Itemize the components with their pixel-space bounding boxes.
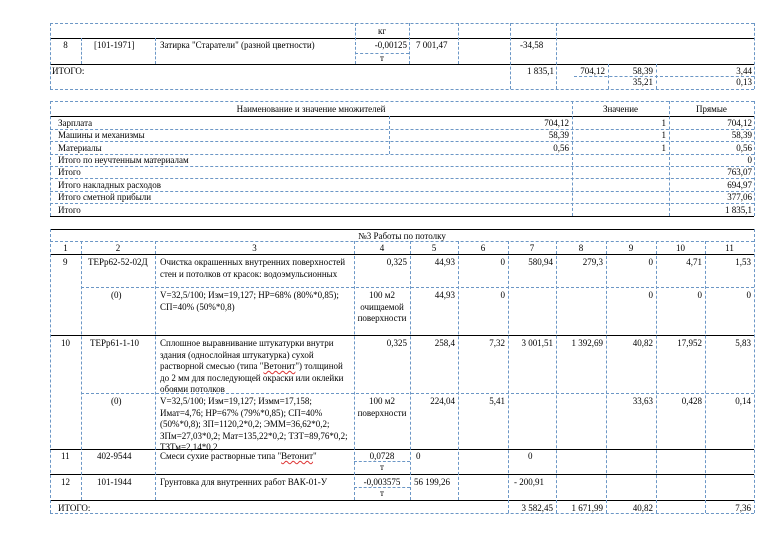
top-itogo-c11b: 0,13 [736, 77, 752, 87]
row12-number: 12 [61, 477, 70, 487]
mult-row-direct: 763,07 [727, 167, 752, 177]
row9-price: 44,93 [434, 257, 455, 267]
row9-c8: 279,3 [582, 257, 603, 267]
mult-row-value: 1 [661, 130, 666, 140]
row10-name-pre: Сплошное выравнивание штукатурки внутри здания (однослойная штукатурка) сухой растворной смесью (типа " [160, 338, 334, 371]
row12-qty: -0,003575 [363, 477, 401, 487]
row10-sub-text: V=32,5/100; Изм=19,127; Измм=17,158; Имат=4,76; НР=67% (79%*0,85); СП=40% (50%*0,8); ЗП=1120,2*0,2; ЭММ=36,62*0,2; ЗПм=27,03*0,2; Мат=135,22*0,2; ТЗТ=89,76*0,2; ТЗТм=2,14*0,2 [160, 396, 348, 452]
works-title: №3 Работы по потолку [358, 231, 446, 241]
row10-name [160, 338, 352, 396]
row9-c10: 4,71 [686, 257, 702, 267]
row9-name: Очистка окрашенных внутренних поверхностей стен и потолков от красок: водоэмульсионных [160, 257, 346, 279]
row11-unit: т [380, 462, 384, 472]
col-number: 2 [115, 243, 121, 253]
mult-row-value: 1 [661, 143, 666, 153]
row10-sub-code: (0) [111, 396, 122, 406]
row12-name: Грунтовка для внутренних работ ВАК-01-У [160, 477, 328, 487]
row11-name [160, 451, 317, 462]
row12-code: 101-1944 [97, 477, 132, 487]
mult-row-label: Зарплата [58, 118, 93, 128]
mult-header-direct: Прямые [696, 104, 727, 114]
col-number: 8 [578, 243, 584, 253]
top-itogo-c9b: 35,21 [632, 77, 653, 87]
col-number: 11 [725, 243, 734, 253]
row11-name-word: Ветонит [281, 451, 314, 461]
row11-qty: 0,0728 [369, 451, 395, 461]
col-number: 10 [676, 243, 685, 253]
row9-sub-code: (0) [111, 290, 122, 300]
row8-number: 8 [63, 40, 68, 50]
mult-row-amount: 58,39 [548, 130, 569, 140]
row10-name-word: Ветонит [263, 361, 296, 371]
row10-sub-c9: 33,63 [632, 396, 653, 406]
row11-code: 402-9544 [97, 451, 132, 461]
top-itogo-c11: 3,44 [736, 66, 752, 76]
row11-c7: 0 [528, 451, 533, 461]
row10-c11: 5,83 [735, 338, 751, 348]
row10-name-post: ") толщиной до 2 мм для последующей окраски или оклейки обоями потолков [160, 361, 344, 394]
row10-code: ТЕРр61-1-10 [90, 338, 139, 348]
row10-sub-c10: 0,428 [681, 396, 702, 406]
unit-kg: кг [377, 26, 387, 36]
mult-row-direct: 377,06 [727, 192, 752, 202]
mult-row-label: Итого накладных расходов [58, 180, 161, 190]
row9-sub-price: 44,93 [434, 290, 455, 300]
row8-total: -34,58 [520, 40, 544, 50]
row9-c7: 580,94 [528, 257, 553, 267]
row10-sub-price: 224,04 [430, 396, 455, 406]
row12-unit: т [380, 488, 384, 498]
top-itogo-c9: 58,39 [632, 66, 653, 76]
top-itogo-label: ИТОГО: [52, 66, 85, 76]
row12-price: 56 199,26 [414, 477, 450, 487]
row9-sub-text: V=32,5/100; Изм=19,127; НР=68% (80%*0,85); СП=40% (50%*0,8) [160, 290, 339, 312]
row12-c7: - 200,91 [514, 477, 544, 487]
works-itogo-c7: 3 582,45 [521, 503, 553, 513]
row10-sub-c6: 5,41 [489, 396, 505, 406]
mult-row-label: Итого [58, 167, 81, 177]
top-itogo-c7: 1 835,1 [527, 66, 554, 76]
mult-row-label: Итого сметной прибыли [58, 192, 152, 202]
mult-row-amount: 0,56 [553, 143, 569, 153]
row9-sub-c10: 0 [697, 290, 702, 300]
row10-sub-unit: 100 м2 поверхности [357, 396, 407, 418]
works-itogo-c11: 7,36 [735, 503, 751, 513]
row9-number: 9 [63, 257, 68, 267]
row10-c7: 3 001,51 [521, 338, 553, 348]
row9-c6: 0 [500, 257, 505, 267]
row9-qty: 0,325 [386, 257, 407, 267]
col-number: 3 [252, 243, 257, 253]
row8-code: [101-1971] [94, 40, 135, 50]
row11-name-pre: Смеси сухие растворные типа " [160, 451, 282, 461]
row10-c10: 17,952 [677, 338, 702, 348]
mult-row-label: Материалы [58, 143, 102, 153]
row10-number: 10 [61, 338, 70, 348]
row10-c6: 7,32 [489, 338, 505, 348]
mult-row-direct: 704,12 [727, 118, 752, 128]
works-itogo-c9: 40,82 [632, 503, 653, 513]
mult-row-amount: 704,12 [544, 118, 569, 128]
col-number: 9 [628, 243, 634, 253]
works-itogo-c8: 1 671,99 [571, 503, 603, 513]
row8-price: 7 001,47 [416, 40, 448, 50]
row11-price: 0 [416, 451, 421, 461]
col-number: 6 [480, 243, 486, 253]
row10-sub-c11: 0,14 [735, 396, 751, 406]
mult-row-label: Итого [58, 205, 81, 215]
row9-sub-c11: 0 [746, 290, 751, 300]
row9-code: ТЕРр62-52-02Д [88, 257, 148, 267]
row9-c9: 0 [648, 257, 653, 267]
row8-unit: т [380, 53, 384, 63]
mult-row-label: Итого по неучтенным материалам [58, 155, 189, 165]
mult-row-direct: 58,39 [731, 130, 752, 140]
mult-row-value: 1 [661, 118, 666, 128]
works-itogo-label: ИТОГО: [58, 503, 91, 513]
row9-c11: 1,53 [735, 257, 751, 267]
row8-qty: -0,00125 [374, 40, 407, 50]
row9-sub-unit: 100 м2 очищаемой поверхности [357, 290, 407, 323]
top-itogo-c8: 704,12 [580, 66, 605, 76]
row10-c8: 1 392,69 [571, 338, 603, 348]
mult-header-name: Наименование и значение множителей [236, 104, 386, 114]
row11-number: 11 [61, 451, 70, 461]
row9-sub-c9: 0 [648, 290, 653, 300]
col-number: 4 [379, 243, 385, 253]
mult-row-label: Машины и механизмы [58, 130, 145, 140]
mult-row-direct: 694,97 [727, 180, 752, 190]
col-number: 5 [431, 243, 437, 253]
row9-sub-c6: 0 [500, 290, 505, 300]
row10-qty: 0,325 [386, 338, 407, 348]
row8-name: Затирка "Старатели" (разной цветности) [160, 40, 315, 50]
mult-row-direct: 1 835,1 [725, 205, 752, 215]
row11-name-post: " [313, 451, 317, 461]
col-number: 1 [63, 243, 68, 253]
mult-header-value: Значение [602, 104, 639, 114]
mult-row-direct: 0 [747, 155, 752, 165]
mult-row-direct: 0,56 [736, 143, 752, 153]
row10-price: 258,4 [434, 338, 455, 348]
col-number: 7 [529, 243, 535, 253]
row10-c9: 40,82 [632, 338, 653, 348]
